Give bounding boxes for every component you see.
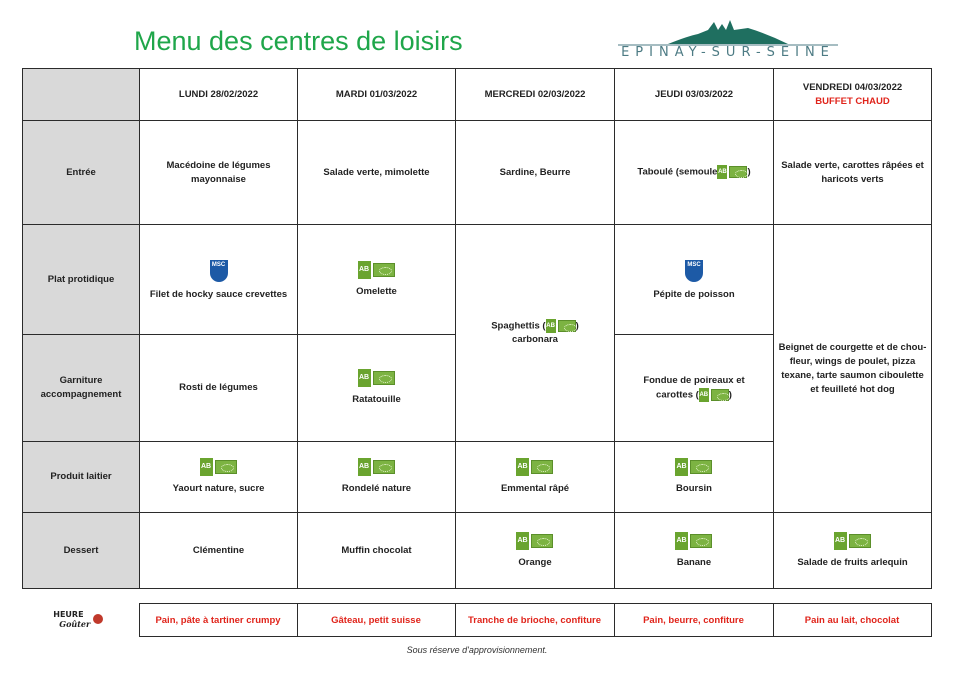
dessert-monday: Clémentine xyxy=(140,513,298,589)
spaghetti-close: ) xyxy=(575,320,579,332)
taboule-close: ) xyxy=(747,166,751,178)
laitier-wednesday-text: Emmental râpé xyxy=(500,483,570,494)
plat-thursday-text: Pépite de poisson xyxy=(653,289,735,300)
organic-ab-icon: AB xyxy=(675,532,713,550)
gouter-friday: Pain au lait, chocolat xyxy=(773,604,931,637)
buffet-friday xyxy=(774,225,932,513)
gouter-tuesday: Gâteau, petit suisse xyxy=(297,604,455,637)
dessert-thursday xyxy=(615,513,774,589)
dessert-thursday-text: Banane xyxy=(676,556,712,568)
plat-tuesday xyxy=(298,225,456,335)
organic-ab-icon: AB xyxy=(717,165,747,179)
fondue-text: Fondue de poireaux et xyxy=(643,374,745,386)
garniture-tuesday-text: Ratatouille xyxy=(352,394,401,405)
laitier-monday xyxy=(140,442,298,513)
day-friday xyxy=(774,69,932,121)
entree-wednesday: Sardine, Beurre xyxy=(456,121,615,225)
carbonara-text: carbonara xyxy=(512,334,558,346)
footnote: Sous réserve d'approvisionnement. xyxy=(406,645,548,655)
day-friday-label: VENDREDI 04/03/2022 xyxy=(802,81,903,93)
entree-friday: Salade verte, carottes râpées et haricots verts xyxy=(774,121,932,225)
garniture-thursday xyxy=(615,335,774,442)
entree-monday: Macédoine de légumes mayonnaise xyxy=(140,121,298,225)
laitier-thursday xyxy=(615,442,774,513)
epinay-logo xyxy=(618,16,838,64)
gouter-table xyxy=(22,603,932,637)
row-entree xyxy=(23,121,932,225)
gouter-monday: Pain, pâte à tartiner crumpy xyxy=(139,604,297,637)
dessert-tuesday: Muffin chocolat xyxy=(298,513,456,589)
day-wednesday: MERCREDI 02/03/2022 xyxy=(456,69,615,121)
dessert-friday xyxy=(774,513,932,589)
msc-label-icon: MSC xyxy=(685,260,703,282)
laitier-tuesday-text: Rondelé nature xyxy=(341,483,412,494)
buffet-friday-text: Beignet de courgette et de chou-fleur, wings de poulet, pizza texane, tarte saumon ciboulette et feuilleté hot dog xyxy=(778,341,927,395)
gouter-thursday: Pain, beurre, confiture xyxy=(614,604,773,637)
plat-monday-text: Filet de hocky sauce crevettes xyxy=(149,289,288,300)
day-thursday: JEUDI 03/03/2022 xyxy=(615,69,774,121)
dessert-wednesday-text: Orange xyxy=(518,556,552,568)
entree-thursday xyxy=(615,121,774,225)
spaghetti-text: Spaghettis ( xyxy=(491,320,546,332)
laitier-thursday-text: Boursin xyxy=(676,483,712,494)
heure-du-gouter-logo: HEURE Goûter xyxy=(53,608,107,630)
gouter-row xyxy=(22,604,931,637)
organic-ab-icon: AB xyxy=(516,458,554,476)
row-label-dessert: Dessert xyxy=(23,513,140,589)
laitier-monday-text: Yaourt nature, sucre xyxy=(172,483,265,494)
carottes-close: ) xyxy=(728,389,732,401)
corner-cell xyxy=(23,69,140,121)
day-monday: LUNDI 28/02/2022 xyxy=(140,69,298,121)
header-row xyxy=(23,69,932,121)
organic-ab-icon: AB xyxy=(358,369,396,387)
dessert-wednesday xyxy=(456,513,615,589)
garniture-tuesday xyxy=(298,335,456,442)
dessert-friday-text: Salade de fruits arlequin xyxy=(797,556,908,568)
msc-label-icon: MSC xyxy=(210,260,228,282)
plat-thursday xyxy=(615,225,774,335)
day-tuesday: MARDI 01/03/2022 xyxy=(298,69,456,121)
organic-ab-icon: AB xyxy=(546,319,576,333)
organic-ab-icon: AB xyxy=(358,458,396,476)
laitier-tuesday xyxy=(298,442,456,513)
buffet-chaud-label: BUFFET CHAUD xyxy=(815,95,890,107)
page-title: Menu des centres de loisirs xyxy=(134,26,463,56)
gouter-logo-cell xyxy=(22,604,139,637)
row-dessert xyxy=(23,513,932,589)
taboule-text: Taboulé (semoule xyxy=(637,166,718,178)
row-label-laitier: Produit laitier xyxy=(23,442,140,513)
plat-monday xyxy=(140,225,298,335)
organic-ab-icon: AB xyxy=(834,532,872,550)
logo-text: EPINAY-SUR-SEINE xyxy=(621,45,835,60)
organic-ab-icon: AB xyxy=(675,458,713,476)
plat-wednesday xyxy=(456,225,615,442)
organic-ab-icon: AB xyxy=(200,458,238,476)
row-plat xyxy=(23,225,932,335)
plat-tuesday-text: Omelette xyxy=(356,285,397,297)
gouter-wednesday: Tranche de brioche, confiture xyxy=(455,604,614,637)
organic-ab-icon: AB xyxy=(699,388,729,402)
entree-tuesday: Salade verte, mimolette xyxy=(298,121,456,225)
menu-table xyxy=(22,68,932,589)
carottes-text: carottes ( xyxy=(656,389,699,401)
row-label-entree: Entrée xyxy=(23,121,140,225)
laitier-wednesday xyxy=(456,442,615,513)
row-label-plat: Plat protidique xyxy=(23,225,140,335)
organic-ab-icon: AB xyxy=(358,261,396,279)
garniture-monday: Rosti de légumes xyxy=(140,335,298,442)
row-label-garniture: Garniture accompagnement xyxy=(23,335,140,442)
organic-ab-icon: AB xyxy=(516,532,554,550)
skyline-icon xyxy=(618,16,838,46)
